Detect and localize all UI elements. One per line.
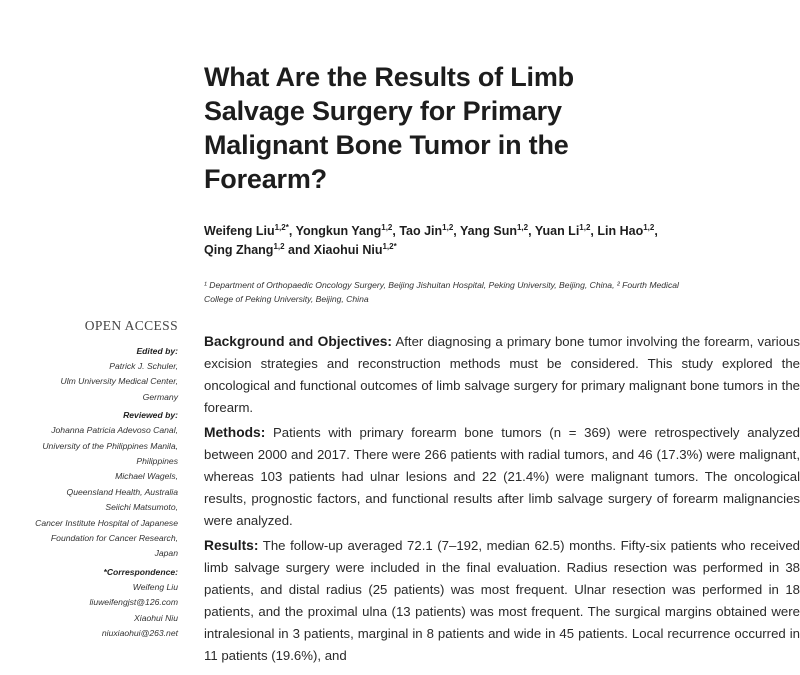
author: Tao Jin$^{1,2}$, [399, 223, 461, 238]
correspondence-block [0, 565, 178, 642]
author: Xiaohui Niu$^{1,2*}$ [313, 242, 397, 257]
abstract-methods [204, 422, 800, 532]
author: Yongkun Yang$^{1,2}$, [295, 223, 400, 238]
affiliations: ¹ Department of Orthopaedic Oncology Surgery, Beijing Jishuitan Hospital, Peking University, Beijing, China, ² Fourth Medical College of Peking University, Beijing, China [204, 280, 679, 304]
correspondence-line: Weifeng Liu [132, 581, 178, 592]
author: Weifeng Liu$^{1,2*}$, [204, 223, 296, 238]
open-access-label: OPEN ACCESS [84, 318, 178, 333]
article-sidebar [0, 318, 178, 645]
reviewer-line: Johanna Patricia Adevoso Canal, [51, 425, 178, 436]
reviewer-line: Foundation for Cancer Research, [50, 533, 178, 544]
correspondence-line: Xiaohui Niu [134, 612, 178, 623]
title-line: Malignant Bone Tumor in the [204, 130, 569, 160]
abstract-background [204, 331, 800, 419]
abstract-results [204, 535, 800, 667]
reviewed-by-block [0, 408, 178, 562]
author: Lin Hao$^{1,2}$, [597, 223, 658, 238]
title-line: Forearm? [204, 164, 327, 194]
title-line: What Are the Results of Limb [204, 62, 574, 92]
correspondence-email[interactable]: liuweifengjst@126.com [89, 597, 178, 608]
methods-heading: Methods: [204, 425, 266, 440]
editor-line: Patrick J. Schuler, [109, 361, 178, 371]
results-text: The follow-up averaged 72.1 (7–192, median 62.5) months. Fifty-six patients who received limb salvage surgery were included in the final evaluation. Radius resection was performed in 38 patients, and distal radius (25 patients) was most frequent. Ulnar resection was performed in 18 patients, and the proximal ulna (13 patients) was most frequent. The surgical margins obtained were intralesional in 3 patients, marginal in 8 patients and wide in 45 patients. Local recurrence occurred in 11 patients (19.6%), and [204, 538, 800, 663]
reviewer-line: Seiichi Matsumoto, [105, 502, 178, 513]
reviewed-by-heading: Reviewed by: [123, 410, 178, 421]
editor-line: Germany [142, 391, 178, 402]
reviewer-line: Japan [154, 548, 178, 559]
author-list [204, 222, 794, 260]
reviewer-line: Cancer Institute Hospital of Japanese [35, 517, 178, 528]
correspondence-heading: *Correspondence: [103, 566, 178, 577]
reviewer-line: Queensland Health, Australia [66, 486, 178, 497]
article-title [204, 60, 764, 196]
abstract [204, 331, 800, 670]
reviewer-line: Philippines [136, 456, 178, 467]
title-line: Salvage Surgery for Primary [204, 96, 562, 126]
results-heading: Results: [204, 538, 259, 553]
reviewer-line: Michael Wagels, [115, 471, 178, 482]
author: Yang Sun$^{1,2}$, [460, 223, 535, 238]
reviewer-line: University of the Philippines Manila, [42, 440, 178, 451]
methods-text: Patients with primary forearm bone tumors (n = 369) were retrospectively analyzed between 2000 and 2017. There were 266 patients with radial tumors, and 46 (17.3%) were malignant, whereas 103 patients had ulnar lesions and 22 (21.4%) were malignant tumors. The oncological results, prognostic factors, and functional results after limb salvage surgery of forearm malignancies were analyzed. [204, 425, 800, 528]
background-heading: Background and Objectives: [204, 334, 393, 349]
author: Yuan Li$^{1,2}$, [534, 223, 598, 238]
correspondence-email[interactable]: niuxiaohui@263.net [101, 628, 178, 639]
edited-by-block [0, 344, 178, 405]
editor-line: Ulm University Medical Center, [60, 376, 178, 387]
background-text: After diagnosing a primary bone tumor involving the forearm, various excision strategies and reconstruction methods must be considered. This study explored the oncological and functional outcomes of limb salvage surgery for primary malignant bone tumors in the forearm. [204, 334, 800, 415]
author: Qing Zhang$^{1,2}$ and [204, 242, 314, 257]
edited-by-heading: Edited by: [136, 346, 178, 356]
